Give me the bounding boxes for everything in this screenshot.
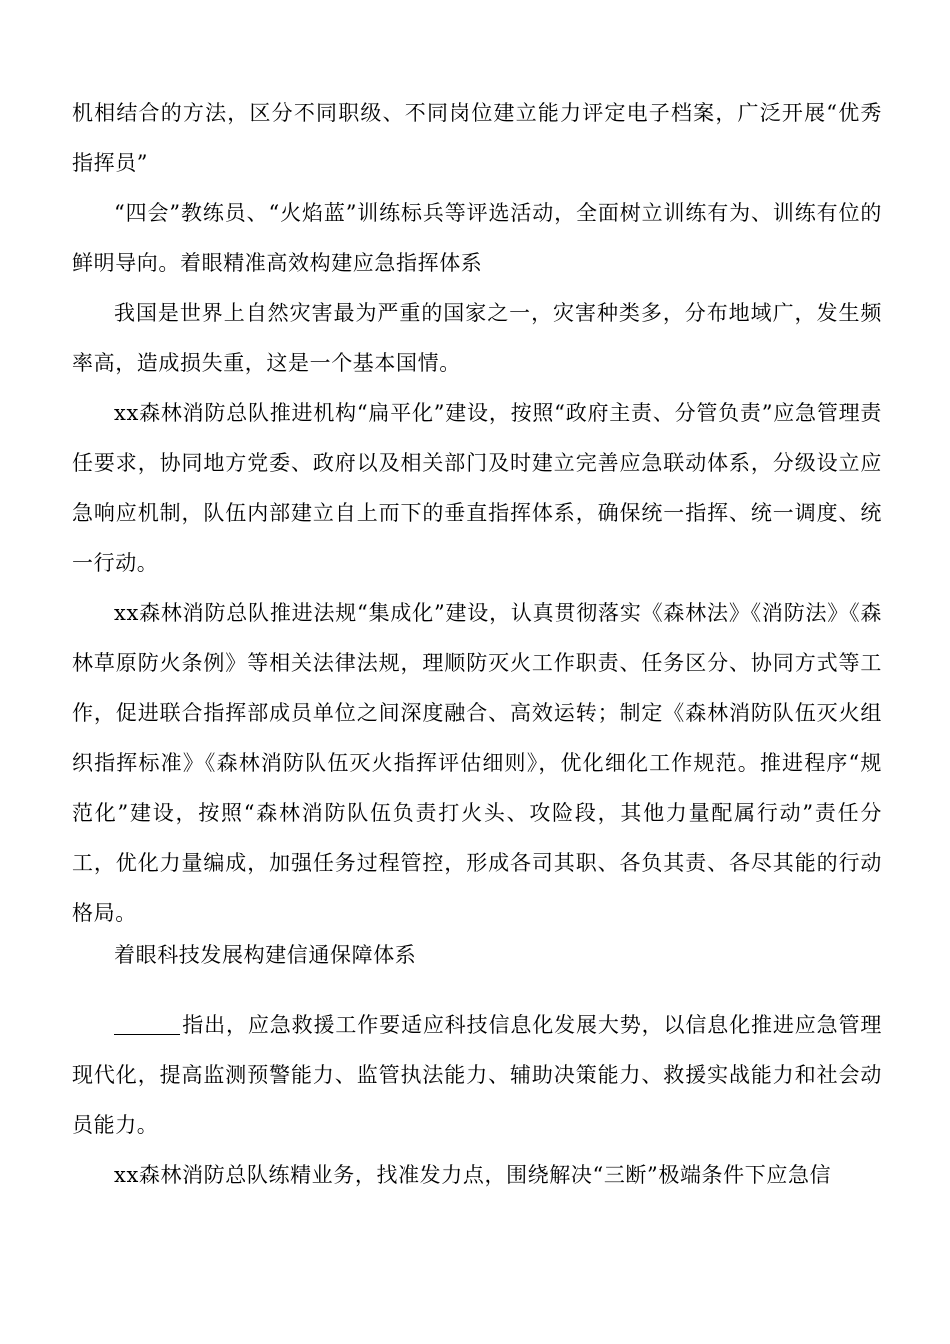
paragraph-5: xx森林消防总队推进法规“集成化”建设，认真贯彻落实《森林法》《消防法》《森林草原防火条例》等相关法律法规，理顺防灭火工作职责、任务区分、协同方式等工作，促进联合指挥部成员单位之间深度融合、高效运转；制定《森林消防队伍灭火组织指挥标准》《森林消防队伍灭火指挥评估细则》，优化细化工作规范。推进程序“规范化”建设，按照“森林消防队伍负责打火头、攻险段，其他力量配属行动”责任分工，优化力量编成，加强任务过程管控，形成各司其职、各负其责、各尽其能的行动格局。 — [72, 601, 882, 925]
paragraph-7: xx森林消防总队练精业务，找准发力点，围绕解决“三断”极端条件下应急信 — [114, 1163, 832, 1187]
paragraph-3: 我国是世界上自然灾害最为严重的国家之一，灾害种类多，分布地域广，发生频率高，造成损失重，这是一个基本国情。 — [72, 301, 882, 375]
paragraph-1: 机相结合的方法，区分不同职级、不同岗位建立能力评定电子档案，广泛开展“优秀指挥员” — [72, 101, 882, 175]
paragraph-4: xx森林消防总队推进机构“扁平化”建设，按照“政府主责、分管负责”应急管理责任要求，协同地方党委、政府以及相关部门及时建立完善应急联动体系，分级设立应急响应机制，队伍内部建立自上而下的垂直指挥体系，确保统一指挥、统一调度、统一行动。 — [72, 401, 882, 575]
blank-underline — [114, 1012, 180, 1035]
paragraph-6 — [72, 1000, 882, 1150]
section-heading: 着眼科技发展构建信通保障体系 — [114, 943, 417, 967]
paragraph-6-text: 指出，应急救援工作要适应科技信息化发展大势，以信息化推进应急管理现代化，提高监测预警能力、监管执法能力、辅助决策能力、救援实战能力和社会动员能力。 — [72, 1013, 882, 1137]
paragraph-2: “四会”教练员、“火焰蓝”训练标兵等评选活动，全面树立训练有为、训练有位的鲜明导向。着眼精准高效构建应急指挥体系 — [72, 201, 882, 275]
